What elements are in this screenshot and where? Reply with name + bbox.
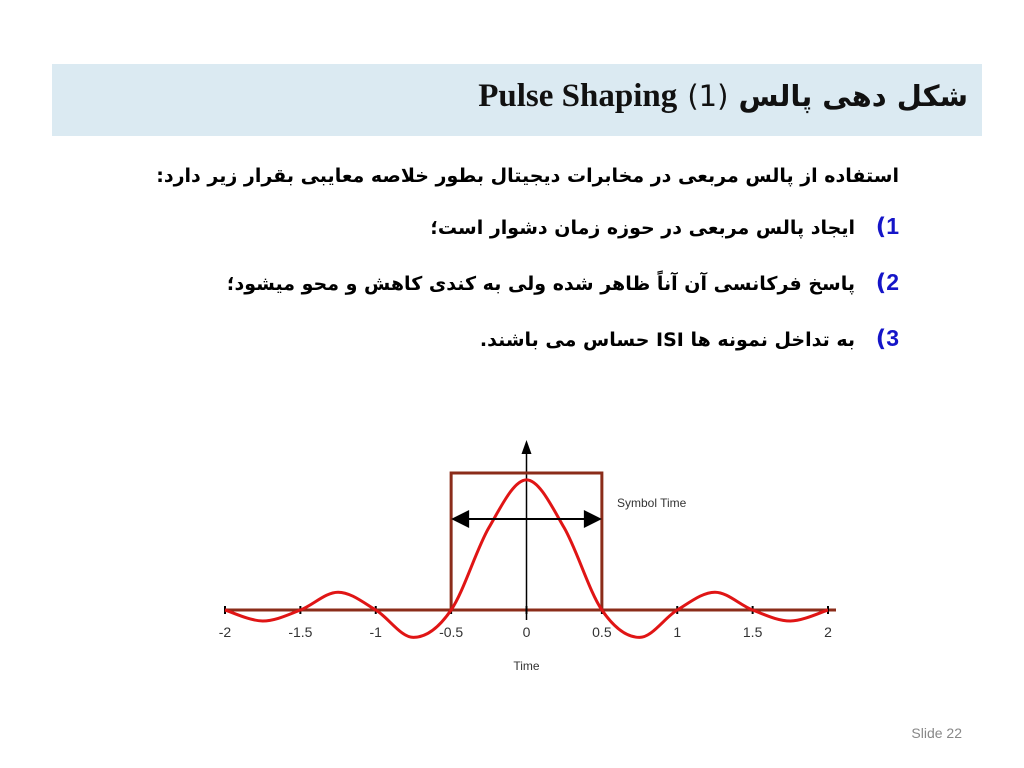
x-tick-label: 1.5: [742, 624, 763, 640]
x-tick-label: -0.5: [439, 624, 464, 640]
title-persian: شکل دهی پالس: [738, 79, 968, 113]
title-latin: Pulse Shaping: [478, 78, 678, 114]
x-axis-label: Time: [513, 659, 540, 673]
symbol-time-arrowhead-right: [584, 510, 602, 528]
x-tick-label: 2: [824, 624, 832, 640]
symbol-time-arrowhead-left: [451, 510, 469, 528]
x-tick-label: -1: [369, 624, 382, 640]
list-number: 1): [875, 213, 899, 240]
x-tick-label: -1.5: [288, 624, 313, 640]
symbol-time-label: Symbol Time: [617, 496, 687, 510]
list-number: 3): [875, 325, 899, 352]
x-tick-label: -2: [218, 624, 232, 640]
list-text: ایجاد پالس مربعی در حوزه زمان دشوار است؛: [430, 217, 855, 239]
list-text: پاسخ فرکانسی آن آناً ظاهر شده ولی به کندی کاهش و محو میشود؛: [226, 273, 855, 295]
list-text: به تداخل نمونه ها ISI حساس می باشند.: [479, 329, 855, 351]
title-number: (1): [687, 79, 729, 113]
slide-number: Slide 22: [911, 725, 962, 741]
x-tick-label: 0.5: [592, 624, 612, 640]
list-number: 2): [875, 269, 899, 296]
x-tick-label: 0: [522, 624, 531, 640]
intro-line: استفاده از پالس مربعی در مخابرات دیجیتال بطور خلاصه معایبی بقرار زیر دارد:: [156, 165, 899, 187]
x-tick-label: 1: [673, 624, 682, 640]
y-axis-arrow: [522, 440, 532, 454]
